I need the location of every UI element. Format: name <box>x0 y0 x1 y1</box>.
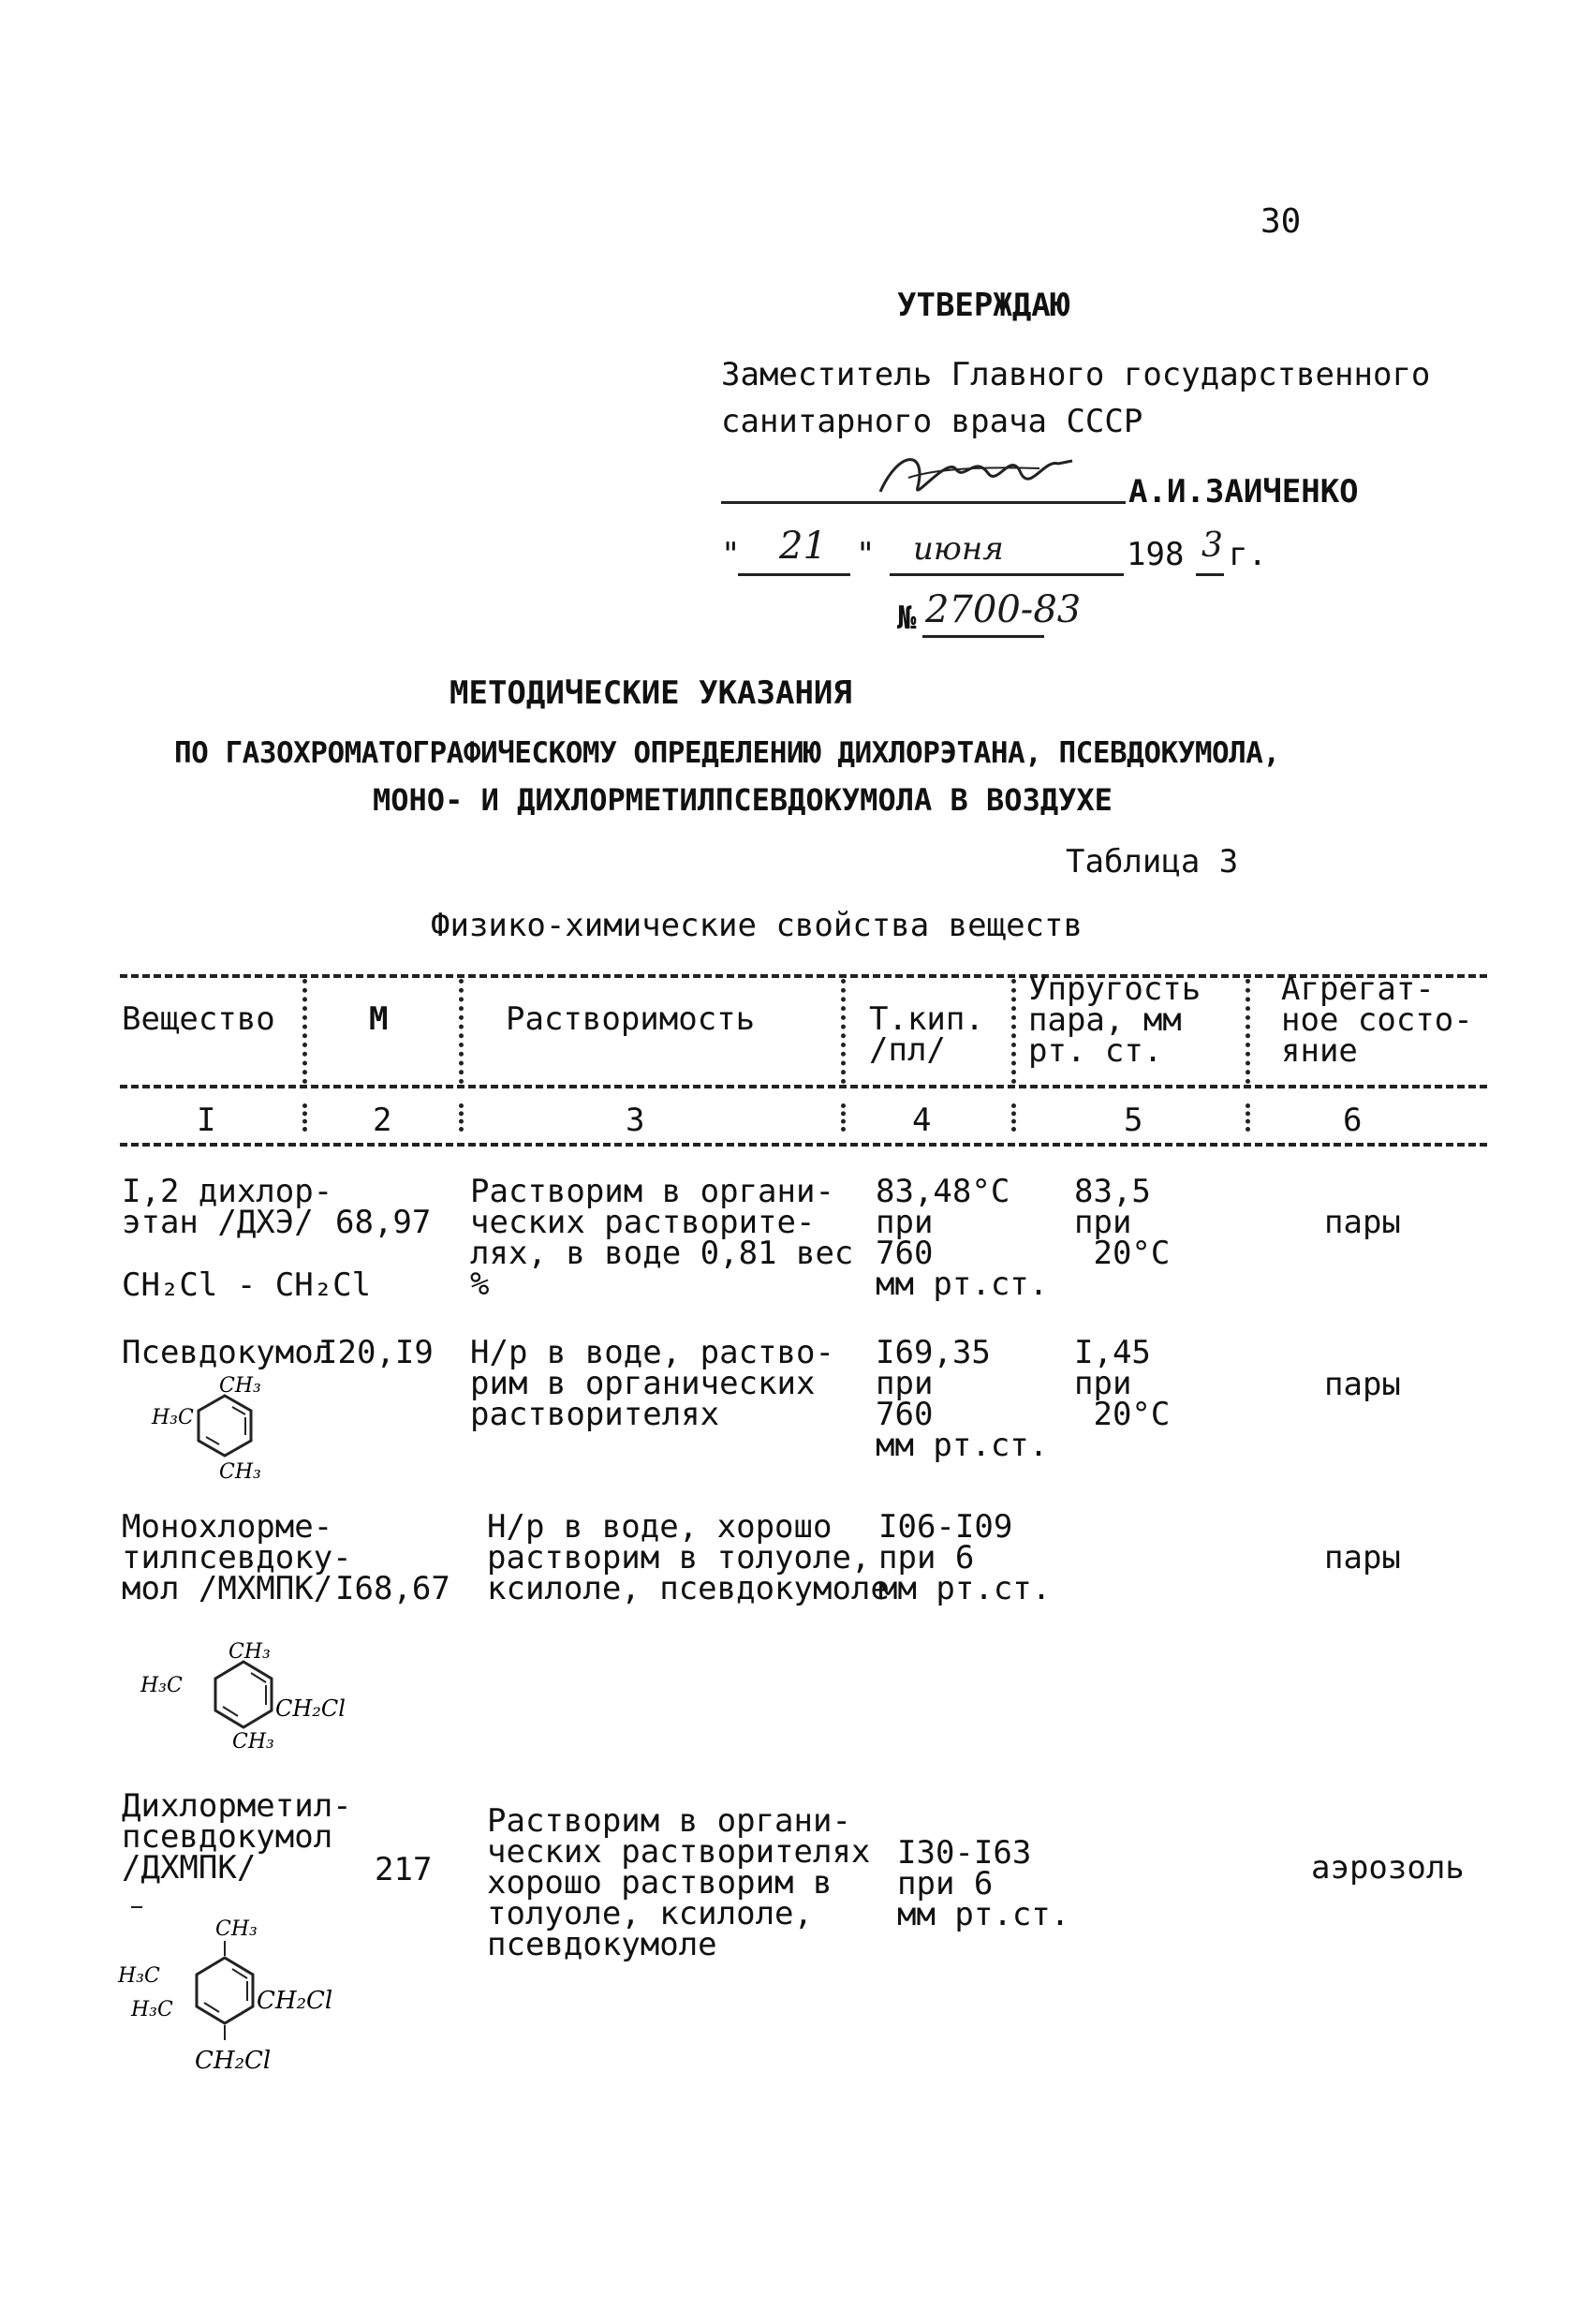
column-number-2: 2 <box>373 1102 392 1139</box>
row1-solubility: Растворим в органи- ческих растворите- лях, в воде 0,81 вес % <box>470 1173 854 1303</box>
table-header-bottom-rule <box>120 1085 1487 1088</box>
row2-boiling: I69,35 при 760 мм рт.ст. <box>876 1334 1049 1464</box>
doc-number: 2700-83 <box>925 588 1082 631</box>
row3-solubility: Н/р в воде, хорошо растворим в толуоле, ксилоле, псевдокумоле <box>487 1508 890 1607</box>
date-year-underline <box>1196 573 1224 576</box>
monochloro-label-h3c: H₃C <box>140 1674 183 1697</box>
row3-state: пары <box>1324 1539 1401 1576</box>
dichloro-label-ch2cl-right: CH₂Cl <box>257 1987 333 2015</box>
monochloro-label-ch3-bottom: CH₃ <box>232 1730 274 1754</box>
number-separator <box>1246 1103 1250 1132</box>
row3-boiling: I06-I09 при 6 мм рт.ст. <box>878 1508 1052 1607</box>
title-line-2: ПО ГАЗОХРОМАТОГРАФИЧЕСКОМУ ОПРЕДЕЛЕНИЮ ДИХЛОРЭТАНА, ПСЕВДОКУМОЛА, <box>174 736 1280 770</box>
row4-solubility: Растворим в органи- ческих растворителях хорошо растворим в толуоле, ксилоле, псевдокумоле <box>487 1802 871 1963</box>
column-number-6: 6 <box>1343 1102 1363 1139</box>
date-quote-open: " <box>721 536 741 573</box>
header-separator <box>1246 979 1250 1084</box>
number-separator <box>302 1103 307 1132</box>
row4-m: 217 <box>375 1851 433 1888</box>
column-number-5: 5 <box>1124 1102 1143 1139</box>
approval-line-1: Заместитель Главного государственного <box>721 356 1431 393</box>
approval-heading: УТВЕРЖДАЮ <box>897 287 1070 324</box>
row2-m: I20,I9 <box>318 1334 434 1371</box>
number-separator <box>1011 1103 1016 1132</box>
row1-formula: CH₂Cl - CH₂Cl <box>122 1266 372 1304</box>
row2-solubility: Н/р в воде, раство- рим в органических растворителях <box>470 1334 834 1433</box>
date-day-underline <box>738 573 850 576</box>
page-number: 30 <box>1260 202 1302 241</box>
pseudocumene-label-ch3-top: CH₃ <box>219 1375 261 1398</box>
date-quote-close: " <box>856 536 876 573</box>
pseudocumene-structure <box>140 1375 300 1506</box>
header-boiling: Т.кип. /пл/ <box>869 1000 984 1069</box>
row1-substance: I,2 дихлор- этан /ДХЭ/ <box>122 1173 333 1241</box>
dichloro-label-ch3-top: CH₃ <box>215 1917 258 1941</box>
row2-state: пары <box>1324 1366 1401 1403</box>
dichloro-label-h3c-lower: H₃C <box>131 1998 173 2021</box>
row1-boiling: 83,48°C при 760 мм рт.ст. <box>876 1173 1049 1303</box>
doc-number-sign: № <box>897 600 917 637</box>
title-line-1: МЕТОДИЧЕСКИЕ УКАЗАНИЯ <box>450 674 852 712</box>
table-caption: Физико-химические свойства веществ <box>431 907 1083 944</box>
column-number-3: 3 <box>626 1102 645 1139</box>
doc-number-underline <box>922 635 1044 638</box>
row1-state: пары <box>1324 1204 1401 1241</box>
pseudocumene-label-h3c: H₃C <box>152 1406 194 1429</box>
header-separator <box>1011 979 1016 1084</box>
row4-state: аэрозоль <box>1311 1849 1465 1887</box>
dichloro-label-h3c-upper: H₃C <box>118 1964 160 1988</box>
title-line-3: МОНО- И ДИХЛОРМЕТИЛПСЕВДОКУМОЛА В ВОЗДУХЕ <box>373 782 1113 818</box>
header-separator <box>459 979 464 1084</box>
approver-name: А.И.ЗАИЧЕНКО <box>1128 473 1359 511</box>
column-number-1: I <box>197 1102 216 1139</box>
date-month-underline <box>890 573 1124 576</box>
header-state: Агрегат- ное состо- яние <box>1281 970 1473 1070</box>
monochloro-label-ch2cl: CH₂Cl <box>275 1695 346 1722</box>
row1-vapor: 83,5 при 20°C <box>1074 1173 1171 1272</box>
monochloro-structure <box>131 1641 375 1772</box>
date-year-digit: 3 <box>1201 526 1223 565</box>
row2-vapor: I,45 при 20°C <box>1074 1334 1171 1433</box>
row3-substance: Монохлорме- тилпсевдоку- мол /МХМПК/ <box>122 1508 352 1607</box>
header-separator <box>302 979 307 1084</box>
row1-m: 68,97 <box>335 1204 432 1241</box>
row4-substance: Дихлорметил- псевдокумол /ДХМПК/ <box>122 1787 352 1887</box>
table-column-numbers-rule <box>120 1143 1487 1147</box>
row3-m: I68,67 <box>335 1570 450 1607</box>
header-separator <box>841 979 846 1084</box>
approval-line-2: санитарного врача СССР <box>721 403 1143 440</box>
dichloro-structure <box>112 1900 393 2087</box>
number-separator <box>841 1103 846 1132</box>
header-vapor: Упругость пара, мм рт. ст. <box>1028 970 1201 1070</box>
monochloro-label-ch3-top: CH₃ <box>228 1641 271 1664</box>
date-day: 21 <box>779 525 827 568</box>
row4-boiling: I30-I63 при 6 мм рт.ст. <box>897 1834 1070 1933</box>
header-substance: Вещество <box>122 1000 275 1038</box>
pseudocumene-label-ch3-bottom: CH₃ <box>219 1460 261 1484</box>
table-label: Таблица 3 <box>1066 843 1239 881</box>
number-separator <box>459 1103 464 1132</box>
header-m: М <box>369 1000 389 1038</box>
date-year-prefix: 198 <box>1127 536 1185 573</box>
column-number-4: 4 <box>912 1102 932 1139</box>
dichloro-label-ch2cl-bottom: CH₂Cl <box>195 2047 272 2075</box>
date-year-suffix: г. <box>1229 536 1267 573</box>
date-month: июня <box>913 530 1004 568</box>
signature <box>871 440 1077 506</box>
header-solubility: Растворимость <box>506 1000 756 1038</box>
row2-substance: Псевдокумол <box>122 1334 333 1371</box>
